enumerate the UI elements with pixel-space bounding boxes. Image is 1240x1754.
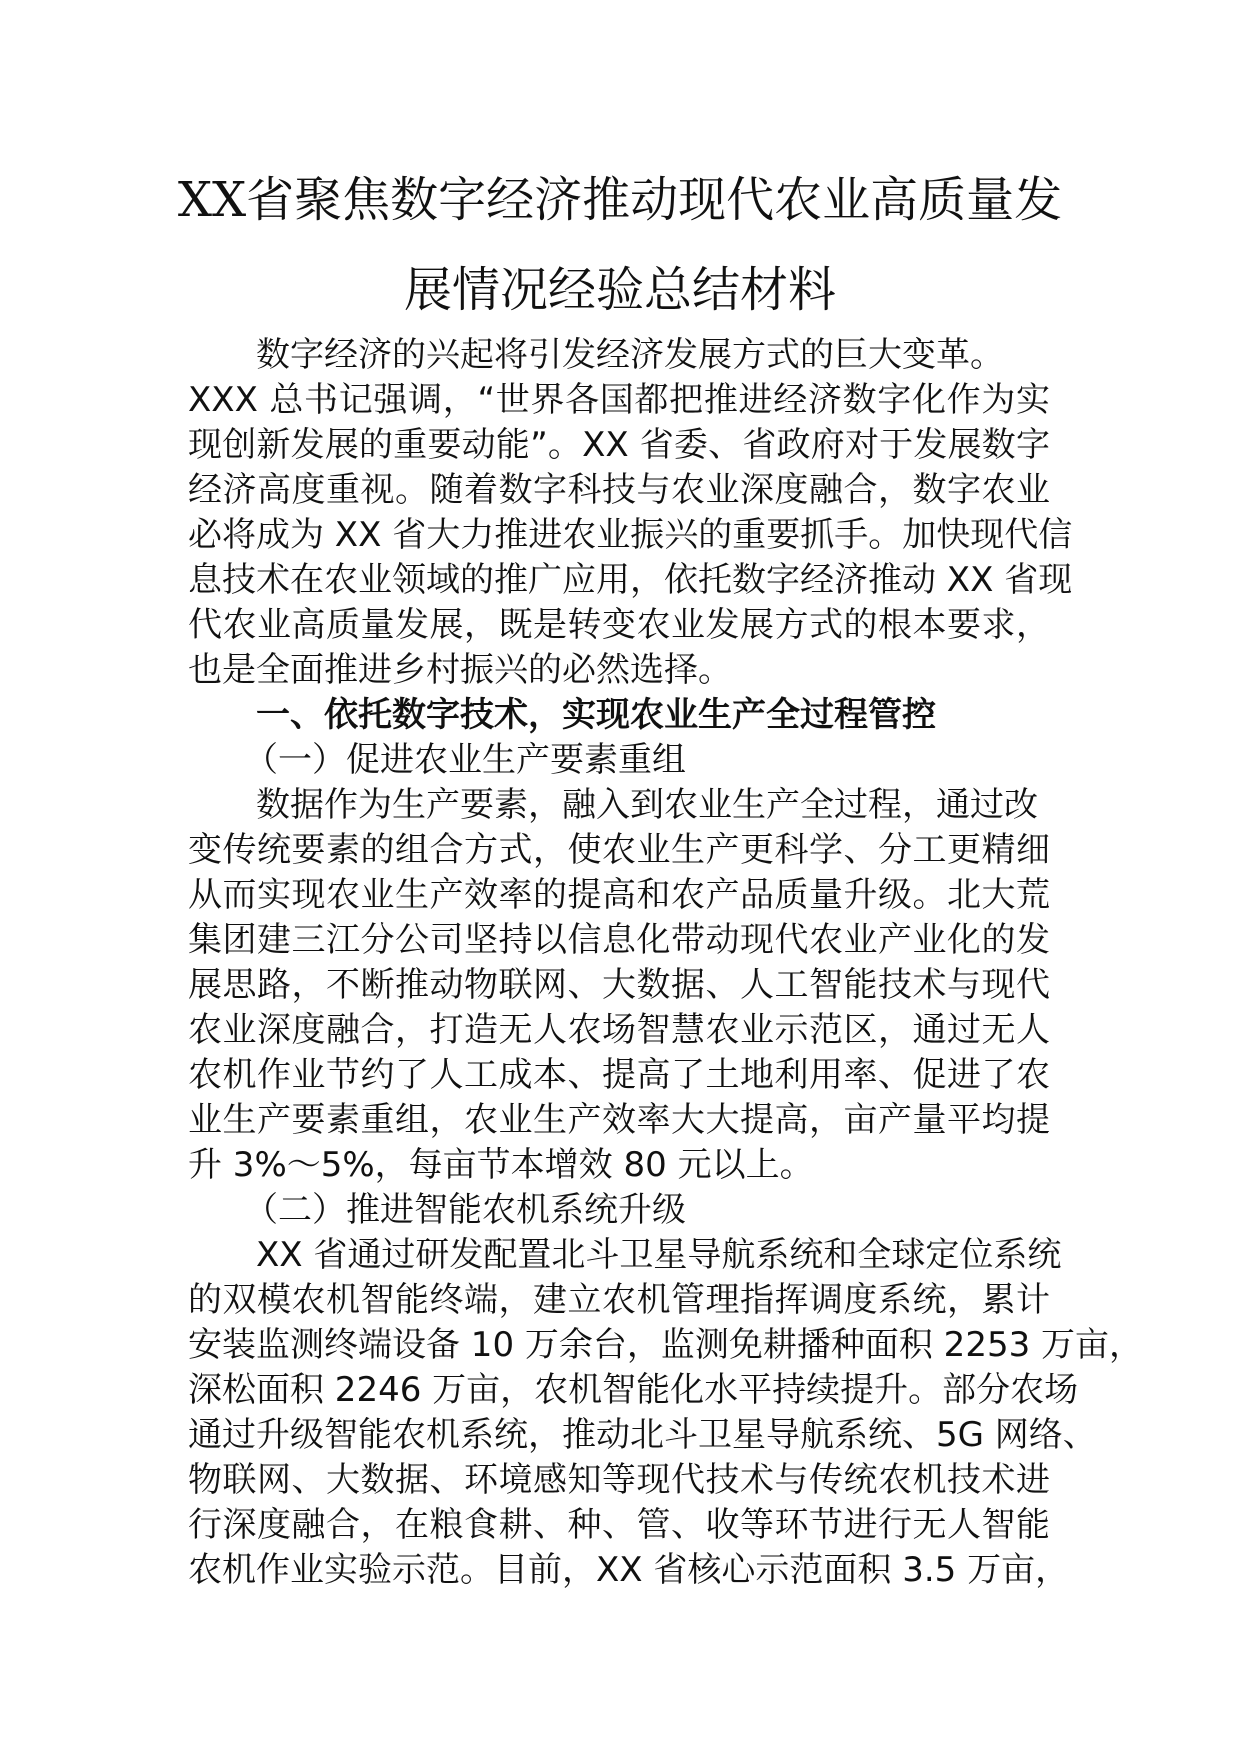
paragraph-line: 集团建三江分公司坚持以信息化带动现代农业产业化的发: [188, 920, 1050, 960]
paragraph-line: 变传统要素的组合方式，使农业生产更科学、分工更精细: [188, 830, 1050, 870]
paragraph-line: 升 3%～5%，每亩节本增效 80 元以上。: [188, 1145, 814, 1185]
subsection-heading: （二）推进智能农机系统升级: [244, 1190, 686, 1230]
paragraph-line: 展思路，不断推动物联网、大数据、人工智能技术与现代: [188, 965, 1050, 1005]
subsection-heading: （一）促进农业生产要素重组: [244, 740, 686, 780]
paragraph-line: 农机作业实验示范。目前，XX 省核心示范面积 3.5 万亩，: [188, 1550, 1070, 1590]
paragraph-line: XX 省通过研发配置北斗卫星导航系统和全球定位系统: [256, 1235, 1062, 1275]
paragraph-line: 数据作为生产要素，融入到农业生产全过程，通过改: [256, 785, 1038, 825]
paragraph-line: 农业深度融合，打造无人农场智慧农业示范区，通过无人: [188, 1010, 1050, 1050]
paragraph-line: 通过升级智能农机系统，推动北斗卫星导航系统、5G 网络、: [188, 1415, 1097, 1455]
paragraph-line: 经济高度重视。随着数字科技与农业深度融合，数字农业: [188, 470, 1050, 510]
document-title-line-1: XX省聚焦数字经济推动现代农业高质量发: [177, 172, 1063, 228]
paragraph-line: 数字经济的兴起将引发经济发展方式的巨大变革。: [256, 335, 1004, 375]
document-title-line-2: 展情况经验总结材料: [403, 262, 836, 318]
paragraph-line: 息技术在农业领域的推广应用，依托数字经济推动 XX 省现: [188, 560, 1073, 600]
paragraph-line: XXX 总书记强调，“世界各国都把推进经济数字化作为实: [188, 380, 1050, 420]
paragraph-line: 必将成为 XX 省大力推进农业振兴的重要抓手。加快现代信: [188, 515, 1073, 555]
paragraph-line: 农机作业节约了人工成本、提高了土地利用率、促进了农: [188, 1055, 1050, 1095]
paragraph-line: 行深度融合，在粮食耕、种、管、收等环节进行无人智能: [188, 1505, 1050, 1545]
paragraph-line: 物联网、大数据、环境感知等现代技术与传统农机技术进: [188, 1460, 1050, 1500]
paragraph-line: 深松面积 2246 万亩，农机智能化水平持续提升。部分农场: [188, 1370, 1079, 1410]
paragraph-line: 也是全面推进乡村振兴的必然选择。: [188, 650, 732, 690]
paragraph-line: 从而实现农业生产效率的提高和农产品质量升级。北大荒: [188, 875, 1050, 915]
paragraph-line: 的双模农机智能终端，建立农机管理指挥调度系统，累计: [188, 1280, 1050, 1320]
paragraph-line: 业生产要素重组，农业生产效率大大提高，亩产量平均提: [188, 1100, 1050, 1140]
paragraph-line: 安装监测终端设备 10 万余台，监测免耕播种面积 2253 万亩，: [188, 1325, 1144, 1365]
paragraph-line: 现创新发展的重要动能”。XX 省委、省政府对于发展数字: [188, 425, 1050, 465]
paragraph-line: 代农业高质量发展，既是转变农业发展方式的根本要求，: [188, 605, 1050, 645]
section-heading: 一、依托数字技术，实现农业生产全过程管控: [256, 695, 936, 735]
